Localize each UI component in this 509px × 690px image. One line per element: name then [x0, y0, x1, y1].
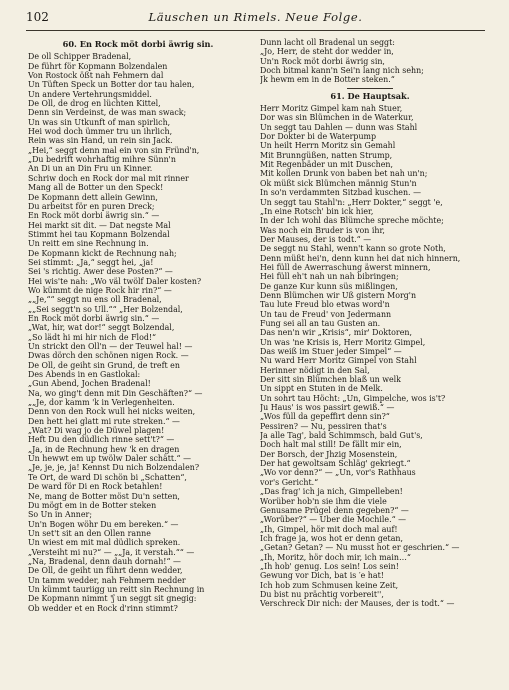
poem-60-line: De führt för Kopmann Bolzendalen [28, 61, 168, 71]
poem-61-line: „Wo vor denn?“ — „Un, vor's Rathhaus [260, 468, 416, 478]
poem-60-line: Te Ort, de ward Di schön bi „Schatten“, [28, 472, 187, 482]
poem-60-end-line: Jk hewm em in de Botter steken.“ [260, 75, 395, 85]
poem-60-line: De Kopmann nimmt 'ʃ un seggt sit gnegig: [28, 594, 197, 604]
poem-61-line: „Ih hob' genug. Los sein! Los sein! [260, 561, 399, 571]
poem-60-line: „Du bedrift wohrhaftig mihre Sünn'n [28, 155, 176, 165]
poem-61-line: Du bist nu prächtig vorbereit'', [260, 589, 384, 599]
poem-60-line: „Je, je, je, ja! Kennst Du nich Bolzendalen? [28, 463, 200, 473]
poem-61-line: Was noch ein Bruder is von ihr, [260, 225, 385, 235]
poem-61-line: Ich frage ja, wos hot er denn getan, [260, 533, 404, 543]
poem-60-end-line: Doch bitmal kann'n Sei'n lang nich sehn; [260, 66, 424, 76]
poem-60-line: Denn sin Verdeinst, de was man swack; [28, 108, 187, 118]
poem-61-line: Hei füll eh't nah un nah bibringen; [260, 272, 399, 282]
poem-61-line: Herinner nödigt in den Sal, [260, 365, 370, 375]
poem-60-line: Rein was sin Hand, un rein sin Jack. [28, 136, 173, 146]
poem-61-line: Der Mauses, der is todt.“ — [260, 234, 372, 244]
poem-61-lines [260, 104, 480, 609]
poem-61-line: Nu ward Herr Moritz Gimpel von Stahl [260, 356, 417, 366]
poem-60-line: Un andere Vertehrungsmiddel. [28, 89, 152, 99]
poem-60-line: Un strickt den Oll'n — der Teuwel hal! — [28, 342, 193, 351]
poem-60-line: „Versteiht mi nu?“ — „„Ja, it verstah.““ — [28, 547, 195, 557]
poem-60-line: De Kopmann kickt de Rechnung nah; [28, 248, 177, 258]
poem-60-line: Mang all de Botter un den Speck! [28, 183, 164, 193]
poem-61-line: Un seggt tau Dahlen — dunn was Stahl [260, 122, 418, 132]
poem-60-line: Un wiest em mit mal düdlich spreken. [28, 538, 181, 548]
poem-61-line: Das nen'n wir „Krisis“, mir' Doktoren, [260, 328, 412, 338]
poem-60-line: So Un in Anner; [28, 510, 92, 520]
poem-60-line: Stimmt hei tau Kopmann Bolzendal [28, 229, 170, 239]
poem-60-line: Du arbeitst för en puren Dreck; [28, 201, 155, 211]
poem-61-line: Mit Brunngüßen, natten Strump, [260, 150, 393, 160]
poem-61-line: Dor was sin Blümchen in de Waterkur, [260, 113, 414, 123]
poem-61-line: Un tau de Freud' von Jedermann [260, 309, 392, 319]
poem-61-line: Mit kollen Drunk von baben bet nah un'n; [260, 169, 428, 179]
poem-60-line: „Wat? Di wag jo de Düwel plagen! [28, 426, 165, 436]
poem-61-line: Un heilt Herrn Moritz sin Gemahl [260, 141, 396, 151]
poem-61-line: Der hat gewoltsam Schläg' gekriegt.“ [260, 459, 411, 469]
poem-60-line: Ne, mang de Botter möst Du'n setten, [28, 491, 180, 501]
poem-60-line: Hei wod doch ümmer tru un ihrlich, [28, 127, 173, 137]
poem-61-line: vor's Gericht.“ [260, 477, 319, 487]
poem-61-line: In so'n verdammten Sitzbad kuschen. — [260, 188, 421, 198]
poem-60-continuation [260, 38, 480, 85]
poem-60-line: Wo kümmt de nige Rock hir rin?“ — [28, 285, 172, 295]
header-rule [26, 30, 485, 31]
running-title: Läuschen un Rimels. Neue Folge. [148, 10, 363, 24]
poem-60-line: Hei wis'te nah: „Wo väl twölf Daler kosten? [28, 276, 202, 286]
poem-60-line: Schriw doch en Rock dor mal mit rinner [28, 173, 189, 183]
poem-60-end-line: Dunn lacht oll Bradenal un seggt: [260, 38, 395, 47]
poem-61-line: „Wos füll da gepeffirt denn sin?“ [260, 412, 390, 422]
poem-60-line: „„Sei seggt'n so Ull.““ „Her Bolzendal, [28, 304, 183, 314]
poem-60-line: „So lädt hi mi hir nich de Flod!“ [28, 332, 157, 342]
poem-61-line: Un sohrt tau Höcht: „Un, Gimpelche, wos is't? [260, 393, 446, 403]
poem-61-line: Hei füll de Awerraschung äwerst minnern, [260, 262, 431, 272]
poem-60-line: Ob wedder et en Rock d'rinn stimmt? [28, 603, 178, 613]
poem-61-line: Denn müßt hei'n, denn kunn hei dat nich hinnern, [260, 253, 461, 263]
poem-61-line: „Ih, Moritz, hör doch mir, ich main…“ [260, 552, 411, 562]
poem-60-lines [28, 52, 248, 613]
poem-60-line: Un'n Bogen wöhr Du em bereken.“ — [28, 519, 179, 529]
poem-60-line: Des Abends in en Gastlokal: [28, 370, 141, 380]
poem-60-line: An Di un an Din Fru un Kinner. [28, 164, 153, 174]
poem-61-line: Ok müßt sick Blümchen männig Stun'n [260, 178, 417, 188]
poem-61-line: Worüber hob'n sie ihm die viele [260, 496, 387, 506]
poem-60-line: „„Je,““ seggt nu ens oll Bradenal, [28, 295, 162, 305]
poem-60-line: „Ja, in de Rechnung hew 'k en dragen [28, 444, 180, 454]
poem-60-line: „Wat, hir, wat dor!“ seggt Bolzendal, [28, 323, 175, 333]
poem-61-line: Ich hob zum Schmusen keine Zeit, [260, 580, 399, 590]
poem-61-line: Verschreck Dir nich: der Mauses, der is todt.“ — [260, 599, 455, 609]
poem-61-line: Un was 'ne Krisis is, Herr Moritz Gimpel, [260, 337, 426, 347]
poem-61-line: „Das frag' ich ja nich, Gimpelleben! [260, 487, 403, 497]
poem-61-line: Tau lute Freud blo etwas word'n [260, 300, 390, 310]
poem-61-line: Der sitt sin Blümchen blaß un welk [260, 375, 401, 385]
poem-60-line: De Kopmann dett allein Gewinn, [28, 192, 158, 202]
poem-60-end-line: „Jo, Herr, de steht dor wedder in, [260, 47, 394, 57]
poem-61-title: 61. De Hauptsak. [330, 90, 410, 101]
poem-60-line: Denn von den Rock wull hei nicks weiten, [28, 407, 196, 417]
poem-60-title: 60. En Rock möt dorbi äwrig sin. [62, 39, 214, 49]
poem-61-line: Ju Haus' is wos passirt gewiß.“ — [260, 403, 395, 413]
poem-60-line: Hei markt sit dit. — Dat negste Mal [28, 220, 171, 230]
poem-60-line: Sei stimmt: „Ja,“ seggt hei, „ja! [28, 257, 154, 267]
poem-60-line: Sei 's richtig. Awer dese Posten?“ — [28, 267, 173, 277]
poem-60-line: Von Rostock ößt nah Fehmern dal [28, 71, 164, 81]
poem-61-line: Ja alle Tag', bald Schimmsch, bald Gut's, [260, 431, 423, 441]
poem-61-line: Un seggt tau Stahl'n: „Herr Dokter,“ seggt 'e, [260, 197, 443, 207]
poem-61-line: De seggt nu Stahl, wenn't kann so grote Noth, [260, 244, 446, 254]
poem-61-line: Dor Dokter bi de Waterpump [260, 132, 377, 142]
section-divider [347, 88, 393, 89]
poem-60-end-line: Un'n Rock möt dorbi äwrig sin, [260, 56, 385, 66]
poem-61-line: Das weiß im Stuer jeder Simpel“ — [260, 347, 402, 356]
poem-61-line: In der Ich wohl das Blümche spreche möchte; [260, 216, 444, 226]
poem-61-line: „Ih, Gimpel, hör mit doch mal auf! [260, 524, 398, 534]
poem-61-line: Der Borsch, der Jhzig Mosenstein, [260, 449, 398, 459]
poem-60-line: De oll Schipper Bradenal, [28, 52, 132, 62]
poem-61-line: „Getan? Getan? — Nu musst hot er geschrien.“ — [260, 543, 460, 553]
poem-61-line: Un sippt en Stuten in de Melk. [260, 384, 383, 394]
poem-60-line: En Rock möt dorbi äwrig sin.“ — [28, 211, 160, 221]
poem-60-line: Un Tüften Speck un Botter dor tau halen, [28, 80, 195, 90]
poem-60-line: Du mögt em in de Botter steken [28, 500, 157, 510]
poem-61-line: De ganze Kur kunn süs mißlingen, [260, 281, 398, 291]
poem-60-line: „Hei,“ seggt denn mal ein von sin Fründ'n, [28, 145, 200, 155]
poem-61-line: Mit Regenbäder un mit Duschen, [260, 160, 394, 170]
poem-60-line: „Na, Bradenal, denn dauh dornah!“ — [28, 556, 181, 566]
poem-60-line: De Oll, de geiht sin Grund, de treft en [28, 360, 180, 370]
poem-60-line: En Rock möt dorbi äwrig sin.“ — [28, 313, 160, 323]
poem-61-line: Pessiren? — Nu, pessiren that's [260, 421, 387, 431]
page-number: 102 [26, 10, 49, 24]
poem-60-line: Un kümmt tauriigg un reitt sin Rechnung in [28, 584, 205, 594]
poem-60-line: Na, wo ging't denn mit Din Geschäften?“ — [28, 388, 203, 398]
poem-60-line: Un was sin Utkunft of man spirlich, [28, 117, 171, 127]
poem-60-line: „Gun Abend, Jochen Bradenal! [28, 379, 151, 389]
poem-60-line: Un reitt em sine Rechnung in. [28, 239, 149, 249]
poem-60-line: De ward för Di en Rock betahlen! [28, 482, 163, 492]
right-column [260, 38, 480, 609]
poem-61-line: Herr Moritz Gimpel kam nah Stuer, [260, 104, 403, 114]
poem-60-line: De Oll, de drog en lüchten Kittel, [28, 99, 161, 109]
poem-61-line: Denn Blümchen wir Uß gistern Morg'n [260, 290, 417, 300]
poem-60-line: Dwas dörch den schönen nigen Rock. — [28, 351, 189, 361]
poem-60-line: Un hewwt em up twölw Daler schätt.“ — [28, 454, 191, 464]
poem-60-line: Un tamm wedder, nah Fehmern nedder [28, 575, 186, 585]
poem-61-line: „Worüber?“ — Über die Mochile.“ — [260, 515, 407, 525]
poem-61-line: „In eine Rotsch' bin ick hier, [260, 206, 374, 216]
poem-61-line: Gewung vor Dich, bat is ′e hat! [260, 571, 384, 581]
poem-61-line: Genusame Prügel denn gegeben?“ — [260, 505, 409, 515]
left-column [28, 38, 248, 613]
poem-60-line: Den hett hei glatt mi rute streken.“ — [28, 416, 180, 426]
poem-60-line: Heft Du den düdlich rinne sett't?“ — [28, 435, 175, 445]
poem-60-line: De Oll, de geiht un führt denn wedder, [28, 566, 183, 576]
page-header [26, 10, 485, 26]
poem-61-line: Fung sei all an tau Gusten an. [260, 318, 381, 328]
poem-60-line: Un set't sit an den Ollen ranne [28, 528, 151, 538]
poem-60-line: „„Je, dor kamm 'k in Verlegenheiten. [28, 398, 175, 408]
poem-61-line: Doch halt mal still! De fällt mir ein, [260, 440, 402, 450]
